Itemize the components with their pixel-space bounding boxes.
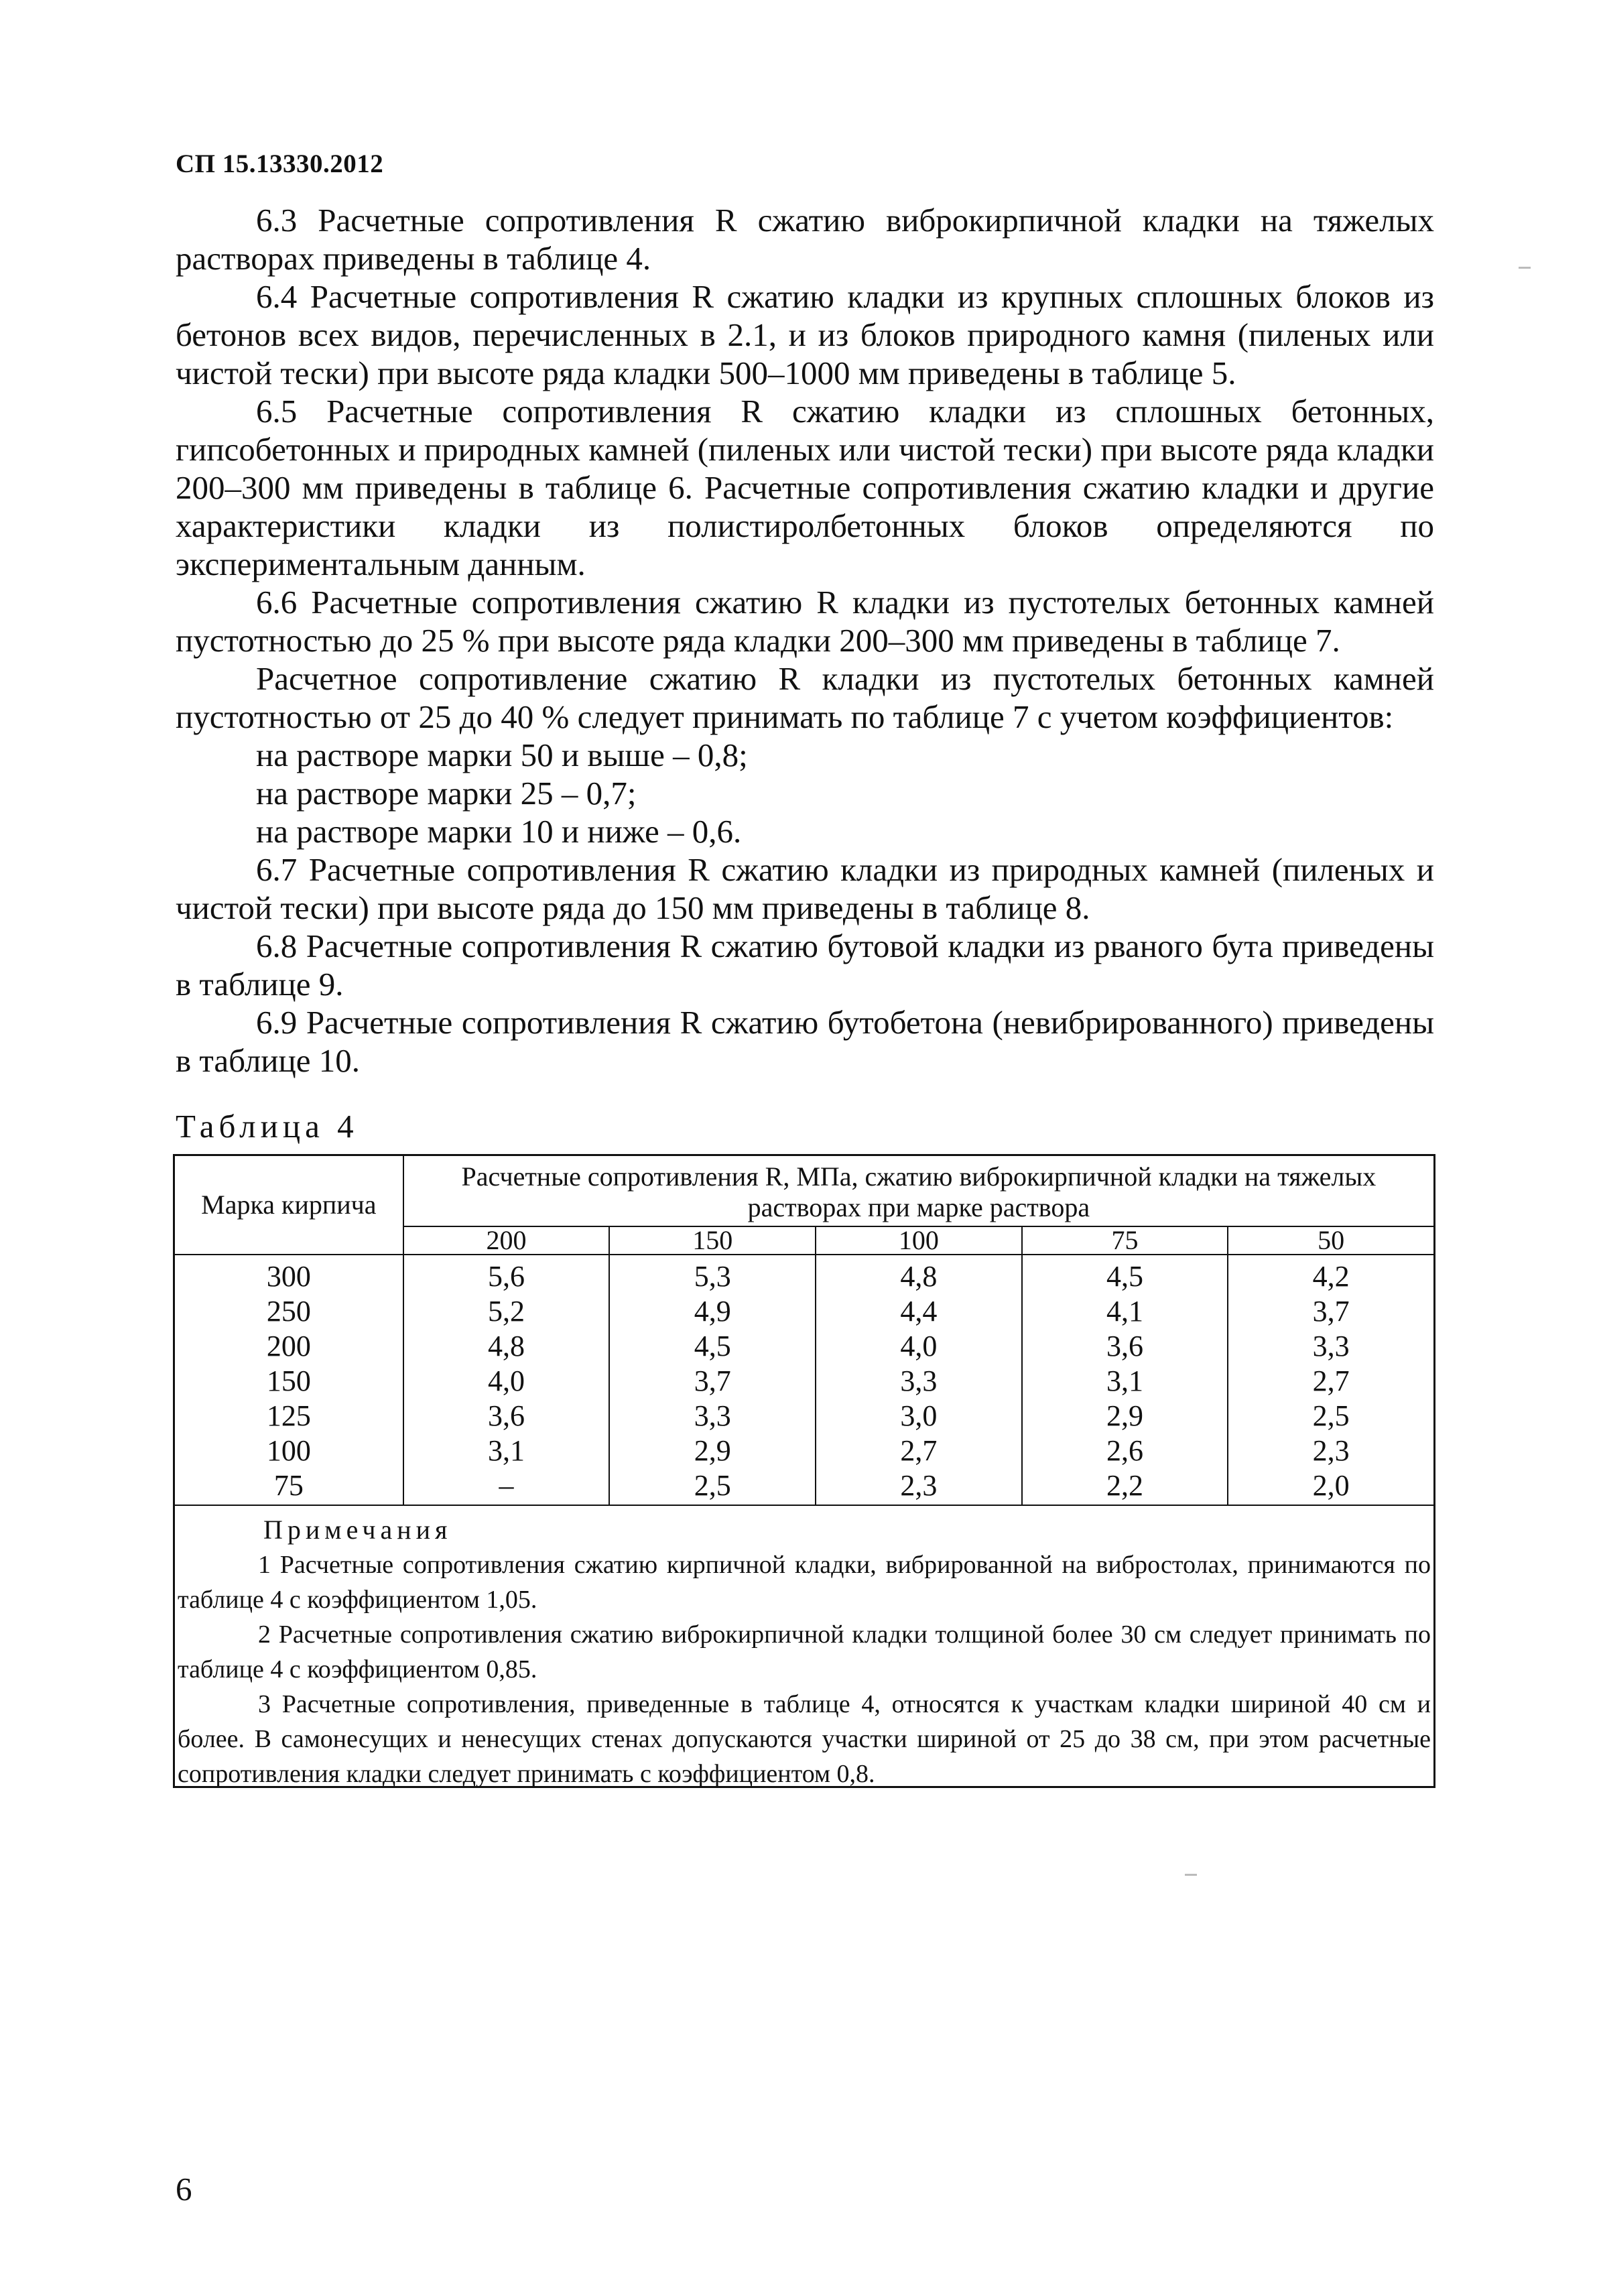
resistance-value-cell: 4,0 <box>403 1364 610 1399</box>
resistance-value-cell: 3,3 <box>816 1364 1022 1399</box>
brick-grade-cell: 125 <box>266 1399 311 1432</box>
resistance-value-cell: 2,3 <box>816 1468 1022 1505</box>
document-code-header: СП 15.13330.2012 <box>176 149 384 178</box>
paragraph-6-8: 6.8 Расчетные сопротивления R сжатию бутовой кладки из рваного бута приведены в таблице 9. <box>176 928 1434 1003</box>
coefficient-item-50: на растворе марки 50 и выше – 0,8; <box>256 737 748 773</box>
resistance-value-cell: 5,3 <box>609 1255 816 1294</box>
resistance-value-cell: 4,8 <box>403 1329 610 1364</box>
mortar-grade-header: 100 <box>816 1226 1022 1255</box>
resistance-value-cell: 3,1 <box>403 1433 610 1468</box>
resistance-value-cell: 3,6 <box>403 1399 610 1433</box>
page-number: 6 <box>176 2171 192 2208</box>
resistance-value-cell: 4,0 <box>816 1329 1022 1364</box>
brick-grade-cell: 75 <box>175 1468 403 1505</box>
table-notes <box>175 1506 1433 1791</box>
resistance-value-cell: 5,6 <box>403 1255 610 1294</box>
paragraph-hollow-stones: Расчетное сопротивление сжатию R кладки из пустотелых бетонных камней пустотностью от 25 до 40 % следует принимать по таблице 7 с учетом коэффициентов: <box>176 660 1434 735</box>
resistance-value-cell: 4,2 <box>1228 1255 1433 1294</box>
scan-speck <box>1185 1874 1197 1876</box>
resistance-value-cell: 2,2 <box>1022 1468 1228 1505</box>
resistance-value-cell: 2,0 <box>1228 1468 1433 1505</box>
brick-grade-cell: 100 <box>266 1434 311 1467</box>
resistance-value-cell: 2,6 <box>1022 1433 1228 1468</box>
paragraph-6-3: 6.3 Расчетные сопротивления R сжатию виброкирпичной кладки на тяжелых растворах приведены в таблице 4. <box>176 202 1434 277</box>
resistance-value-cell: 3,7 <box>609 1364 816 1399</box>
note-1: 1 Расчетные сопротивления сжатию кирпичной кладки, вибрированной на вибростолах, принимаются по таблице 4 с коэффициентом 1,05. <box>178 1551 1431 1614</box>
resistance-value-cell: 4,4 <box>816 1294 1022 1329</box>
table-row <box>175 1399 1433 1433</box>
table-row <box>175 1433 1433 1468</box>
resistance-value-cell: 4,1 <box>1022 1294 1228 1329</box>
brick-grade-header: Марка кирпича <box>175 1156 403 1255</box>
resistance-value-cell: 4,9 <box>609 1294 816 1329</box>
body-text <box>176 201 1434 1080</box>
scan-speck <box>1519 267 1531 269</box>
resistance-value-cell: 3,0 <box>816 1399 1022 1433</box>
coefficient-item-10: на растворе марки 10 и ниже – 0,6. <box>256 813 742 850</box>
brick-grade-cell: 200 <box>266 1330 311 1362</box>
coefficient-item-25: на растворе марки 25 – 0,7; <box>256 775 637 812</box>
resistance-value-cell: 2,5 <box>609 1468 816 1505</box>
resistance-value-cell: 3,7 <box>1228 1294 1433 1329</box>
note-2: 2 Расчетные сопротивления сжатию виброкирпичной кладки толщиной более 30 см следует принимать по таблице 4 с коэффициентом 0,85. <box>178 1620 1431 1683</box>
paragraph-6-5: 6.5 Расчетные сопротивления R сжатию кладки из сплошных бетонных, гипсобетонных и природных камней (пиленых или чистой тески) при высоте ряда кладки 200–300 мм приведены в таблице 6. Расчетные сопротивления сжатию кладки и другие характеристики кладки из полистиролбетонных блоков определяются по экспериментальным данным. <box>176 393 1434 582</box>
notes-title: Примечания <box>263 1515 452 1545</box>
resistance-value-cell: 3,3 <box>1228 1329 1433 1364</box>
mortar-grade-header: 200 <box>403 1226 610 1255</box>
resistance-table <box>175 1156 1433 1506</box>
table-row <box>175 1294 1433 1329</box>
resistance-group-header: Расчетные сопротивления R, МПа, сжатию виброкирпичной кладки на тяжелых растворах при марке раствора <box>403 1156 1433 1226</box>
resistance-value-cell: 2,9 <box>1022 1399 1228 1433</box>
resistance-value-cell: 4,5 <box>609 1329 816 1364</box>
paragraph-6-9: 6.9 Расчетные сопротивления R сжатию бутобетона (невибрированного) приведены в таблице 10. <box>176 1004 1434 1079</box>
resistance-value-cell: 4,8 <box>816 1255 1022 1294</box>
mortar-grade-header: 75 <box>1022 1226 1228 1255</box>
resistance-value-cell: 2,9 <box>609 1433 816 1468</box>
resistance-value-cell: 2,5 <box>1228 1399 1433 1433</box>
mortar-grade-header: 50 <box>1228 1226 1433 1255</box>
paragraph-6-7: 6.7 Расчетные сопротивления R сжатию кладки из природных камней (пиленых и чистой тески) при высоте ряда до 150 мм приведены в таблице 8. <box>176 851 1434 926</box>
brick-grade-cell: 300 <box>266 1260 311 1293</box>
note-3: 3 Расчетные сопротивления, приведенные в таблице 4, относятся к участкам кладки шириной 40 см и более. В самонесущих и ненесущих стенах допускаются участки шириной от 25 до 38 см, при этом расчетные сопротивления кладки следует принимать с коэффициентом 0,8. <box>178 1690 1431 1788</box>
table-row <box>175 1364 1433 1399</box>
resistance-value-cell: – <box>403 1468 610 1505</box>
resistance-value-cell: 2,3 <box>1228 1433 1433 1468</box>
table-row <box>175 1468 1433 1505</box>
resistance-value-cell: 3,6 <box>1022 1329 1228 1364</box>
table-4 <box>173 1154 1435 1788</box>
brick-grade-cell: 250 <box>266 1295 311 1328</box>
table-row <box>175 1329 1433 1364</box>
resistance-value-cell: 2,7 <box>816 1433 1022 1468</box>
resistance-value-cell: 3,1 <box>1022 1364 1228 1399</box>
paragraph-6-4: 6.4 Расчетные сопротивления R сжатию кладки из крупных сплошных блоков из бетонов всех видов, перечисленных в 2.1, и из блоков природного камня (пиленых или чистой тески) при высоте ряда кладки 500–1000 мм приведены в таблице 5. <box>176 278 1434 391</box>
mortar-grade-header: 150 <box>609 1226 816 1255</box>
table-label: Таблица 4 <box>176 1108 359 1145</box>
table-row <box>175 1255 1433 1294</box>
resistance-value-cell: 4,5 <box>1022 1255 1228 1294</box>
brick-grade-cell: 150 <box>266 1364 311 1397</box>
resistance-value-cell: 5,2 <box>403 1294 610 1329</box>
paragraph-6-6: 6.6 Расчетные сопротивления сжатию R кладки из пустотелых бетонных камней пустотностью до 25 % при высоте ряда кладки 200–300 мм приведены в таблице 7. <box>176 584 1434 659</box>
resistance-value-cell: 2,7 <box>1228 1364 1433 1399</box>
resistance-value-cell: 3,3 <box>609 1399 816 1433</box>
